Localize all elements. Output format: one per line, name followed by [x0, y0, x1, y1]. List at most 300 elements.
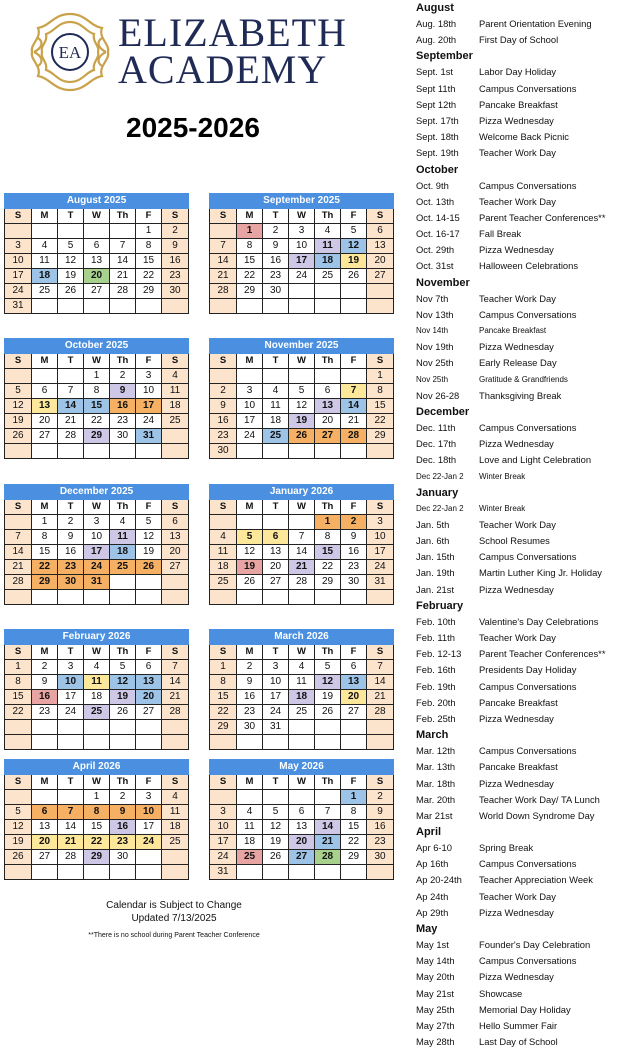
day-cell: 5: [263, 805, 289, 820]
day-cell: [32, 299, 58, 314]
day-cell: 3: [84, 515, 110, 530]
day-cell: 23: [237, 705, 263, 720]
weekday-header: S: [5, 645, 32, 660]
day-cell: [237, 299, 263, 314]
event-date: Oct. 29th: [416, 244, 455, 256]
day-cell: 24: [237, 429, 263, 444]
event-month-heading: May: [416, 923, 438, 935]
day-cell: 31: [263, 720, 289, 735]
event-date: Sept. 1st: [416, 66, 454, 78]
day-cell: 23: [263, 269, 289, 284]
day-cell: 2: [110, 369, 136, 384]
event-row: [416, 210, 620, 226]
day-cell: [289, 444, 315, 459]
event-name: Pizza Wednesday: [479, 971, 554, 983]
day-cell: [58, 299, 84, 314]
event-date: Feb. 12-13: [416, 648, 462, 660]
day-cell: 7: [162, 660, 189, 675]
day-cell: 26: [341, 269, 367, 284]
day-cell: 19: [5, 835, 32, 850]
day-cell: 8: [136, 239, 162, 254]
day-cell: 21: [315, 835, 341, 850]
day-cell: [136, 444, 162, 459]
day-cell: 27: [32, 429, 58, 444]
day-cell: 28: [289, 575, 315, 590]
day-cell: 15: [136, 254, 162, 269]
event-row: [416, 533, 620, 549]
day-cell: 20: [32, 835, 58, 850]
day-cell: 17: [136, 820, 162, 835]
day-cell: 3: [136, 790, 162, 805]
event-name: Founder's Day Celebration: [479, 939, 591, 950]
day-cell: 19: [5, 414, 32, 429]
day-cell: [315, 369, 341, 384]
day-cell: 28: [341, 429, 367, 444]
event-name: Winter Break: [479, 471, 526, 481]
day-cell: [162, 720, 189, 735]
event-date: Jan. 5th: [416, 518, 450, 530]
day-cell: 19: [136, 545, 162, 560]
day-cell: 13: [263, 545, 289, 560]
day-cell: 13: [32, 820, 58, 835]
weekday-header: S: [367, 354, 394, 369]
day-cell: 28: [367, 705, 394, 720]
event-date: Sept 12th: [416, 98, 457, 110]
day-cell: 20: [162, 545, 189, 560]
event-date: Mar 21st: [416, 809, 453, 821]
day-cell: 20: [289, 835, 315, 850]
day-cell: 30: [263, 284, 289, 299]
day-cell: 5: [5, 384, 32, 399]
day-cell: 1: [32, 515, 58, 530]
weekday-header: S: [210, 354, 237, 369]
day-cell: 3: [237, 384, 263, 399]
weekday-header: T: [58, 645, 84, 660]
day-cell: 23: [32, 705, 58, 720]
day-cell: 12: [58, 254, 84, 269]
month-calendar: [4, 759, 189, 880]
day-cell: 29: [32, 575, 58, 590]
event-date: Feb. 25th: [416, 712, 456, 724]
day-cell: 6: [289, 805, 315, 820]
day-cell: 12: [315, 675, 341, 690]
day-cell: 11: [84, 675, 110, 690]
weekday-header: W: [289, 645, 315, 660]
day-cell: [110, 575, 136, 590]
day-cell: 8: [32, 530, 58, 545]
day-cell: 26: [263, 850, 289, 865]
weekday-header: W: [84, 500, 110, 515]
event-row: [416, 953, 620, 969]
weekday-header: W: [84, 775, 110, 790]
day-cell: [210, 224, 237, 239]
day-cell: 16: [58, 545, 84, 560]
day-cell: 23: [341, 560, 367, 575]
day-cell: 28: [58, 429, 84, 444]
day-cell: 1: [136, 224, 162, 239]
day-cell: 31: [5, 299, 32, 314]
day-cell: 5: [58, 239, 84, 254]
day-cell: 1: [210, 660, 237, 675]
day-cell: 25: [210, 575, 237, 590]
day-cell: 25: [32, 284, 58, 299]
event-row: [416, 339, 620, 355]
day-cell: 30: [367, 850, 394, 865]
day-cell: 21: [5, 560, 32, 575]
day-cell: 16: [210, 414, 237, 429]
weekday-header: Th: [315, 209, 341, 224]
day-cell: 30: [162, 284, 189, 299]
day-cell: [5, 720, 32, 735]
day-cell: 29: [237, 284, 263, 299]
day-cell: 23: [367, 835, 394, 850]
weekday-header: Th: [110, 209, 136, 224]
day-cell: [110, 735, 136, 750]
day-cell: 19: [58, 269, 84, 284]
day-cell: 26: [58, 284, 84, 299]
day-cell: [84, 865, 110, 880]
day-cell: 9: [110, 805, 136, 820]
event-row: [416, 711, 620, 727]
event-month-heading: December: [416, 405, 470, 418]
event-name: Pizza Wednesday: [479, 906, 554, 918]
event-date: Dec. 17th: [416, 438, 457, 450]
day-cell: [237, 590, 263, 605]
day-cell: 29: [84, 850, 110, 865]
day-cell: 11: [210, 545, 237, 560]
day-cell: 21: [58, 835, 84, 850]
event-name: Pancake Breakfast: [479, 696, 558, 708]
day-cell: [162, 735, 189, 750]
event-row: [416, 452, 620, 468]
day-cell: 26: [315, 705, 341, 720]
day-cell: 14: [162, 675, 189, 690]
weekday-header: Th: [110, 775, 136, 790]
event-month-heading: February: [416, 599, 464, 612]
event-row: [416, 436, 620, 452]
event-row: [416, 16, 620, 32]
day-cell: 16: [237, 690, 263, 705]
day-cell: 23: [110, 414, 136, 429]
weekday-header: W: [84, 209, 110, 224]
day-cell: 14: [58, 399, 84, 414]
day-cell: 6: [84, 239, 110, 254]
event-name: Early Release Day: [479, 357, 557, 369]
day-cell: 30: [210, 444, 237, 459]
event-row: [416, 695, 620, 711]
event-date: Oct. 31st: [416, 260, 454, 272]
event-date: Nov 25th: [416, 374, 449, 384]
day-cell: 14: [367, 675, 394, 690]
event-name: Teacher Work Day/ TA Lunch: [479, 793, 600, 805]
event-row: [416, 889, 620, 905]
event-row: [416, 97, 620, 113]
day-cell: 4: [162, 369, 189, 384]
day-cell: 1: [84, 790, 110, 805]
day-cell: 6: [341, 660, 367, 675]
event-name: Teacher Work Day: [479, 147, 556, 159]
day-cell: 2: [210, 384, 237, 399]
day-cell: [341, 720, 367, 735]
day-cell: 8: [84, 805, 110, 820]
event-row: [416, 242, 620, 258]
event-name: Campus Conversations: [479, 179, 577, 191]
day-cell: [162, 429, 189, 444]
day-cell: [162, 444, 189, 459]
day-cell: [315, 790, 341, 805]
event-name: Showcase: [479, 987, 523, 999]
day-cell: [263, 790, 289, 805]
day-cell: 14: [58, 820, 84, 835]
day-cell: 26: [110, 705, 136, 720]
event-name: Fall Break: [479, 228, 522, 240]
event-row: [416, 226, 620, 242]
event-name: School Resumes: [479, 535, 550, 547]
month-calendar: [4, 338, 189, 459]
event-row: [416, 872, 620, 888]
weekday-header: S: [210, 775, 237, 790]
day-cell: 15: [315, 545, 341, 560]
day-cell: 21: [341, 414, 367, 429]
event-date: Feb. 19th: [416, 680, 456, 692]
event-name: Presidents Day Holiday: [479, 664, 577, 676]
day-cell: 30: [341, 575, 367, 590]
event-date: Feb. 20th: [416, 696, 456, 708]
day-cell: [237, 515, 263, 530]
event-row: [416, 743, 620, 759]
event-row: [416, 549, 620, 565]
event-date: Nov 7th: [416, 292, 449, 304]
weekday-header: F: [136, 500, 162, 515]
event-name: Campus Conversations: [479, 308, 577, 320]
day-cell: 18: [162, 820, 189, 835]
event-month-heading: November: [416, 276, 470, 289]
day-cell: [162, 865, 189, 880]
day-cell: 17: [84, 545, 110, 560]
day-cell: [110, 299, 136, 314]
event-name: Pizza Wednesday: [479, 777, 554, 789]
month-title: October 2025: [5, 339, 189, 354]
day-cell: 17: [237, 414, 263, 429]
weekday-header: S: [162, 209, 189, 224]
day-cell: 15: [237, 254, 263, 269]
day-cell: 31: [210, 865, 237, 880]
day-cell: 21: [110, 269, 136, 284]
day-cell: 20: [341, 690, 367, 705]
day-cell: 22: [237, 269, 263, 284]
month-calendar: [209, 193, 394, 314]
day-cell: 9: [58, 530, 84, 545]
day-cell: 29: [315, 575, 341, 590]
day-cell: 2: [32, 660, 58, 675]
day-cell: 4: [84, 660, 110, 675]
event-name: Memorial Day Holiday: [479, 1003, 571, 1015]
day-cell: 29: [367, 429, 394, 444]
day-cell: 18: [263, 414, 289, 429]
event-date: Jan. 19th: [416, 567, 455, 579]
day-cell: 27: [162, 560, 189, 575]
day-cell: 1: [341, 790, 367, 805]
day-cell: [367, 444, 394, 459]
day-cell: [32, 735, 58, 750]
day-cell: 27: [289, 850, 315, 865]
day-cell: [5, 865, 32, 880]
day-cell: 14: [315, 820, 341, 835]
event-name: Martin Luther King Jr. Holiday: [479, 567, 602, 579]
day-cell: [289, 369, 315, 384]
day-cell: 14: [210, 254, 237, 269]
day-cell: [341, 590, 367, 605]
day-cell: 25: [162, 414, 189, 429]
event-row: [416, 145, 620, 161]
day-cell: [237, 790, 263, 805]
day-cell: 4: [263, 384, 289, 399]
month-calendar: [4, 629, 189, 750]
day-cell: 4: [110, 515, 136, 530]
month-title: January 2026: [210, 485, 394, 500]
event-name: Pizza Wednesday: [479, 712, 554, 724]
day-cell: 22: [136, 269, 162, 284]
day-cell: [210, 299, 237, 314]
weekday-header: M: [32, 209, 58, 224]
day-cell: [210, 790, 237, 805]
event-name: Campus Conversations: [479, 955, 577, 967]
event-row: [416, 469, 620, 485]
day-cell: 3: [5, 239, 32, 254]
event-name: Teacher Work Day: [479, 632, 556, 643]
day-cell: 26: [5, 850, 32, 865]
event-row: [416, 372, 620, 388]
day-cell: [315, 720, 341, 735]
day-cell: 19: [237, 560, 263, 575]
day-cell: 9: [237, 675, 263, 690]
day-cell: 9: [32, 675, 58, 690]
day-cell: 27: [367, 269, 394, 284]
day-cell: [341, 299, 367, 314]
day-cell: 9: [263, 239, 289, 254]
day-cell: [58, 369, 84, 384]
weekday-header: S: [162, 775, 189, 790]
event-row: [416, 630, 620, 646]
event-date: Sept. 17th: [416, 114, 459, 126]
event-row: [416, 501, 620, 517]
event-name: Gratitude & Grandfriends: [479, 374, 568, 384]
event-month-heading: March: [416, 729, 449, 742]
event-row: [416, 388, 620, 404]
day-cell: [110, 590, 136, 605]
day-cell: [263, 299, 289, 314]
events-list: [416, 0, 620, 1050]
day-cell: [237, 444, 263, 459]
day-cell: 27: [341, 705, 367, 720]
weekday-header: F: [341, 354, 367, 369]
day-cell: [32, 369, 58, 384]
day-cell: 15: [84, 399, 110, 414]
event-name: Hello Summer Fair: [479, 1019, 558, 1031]
day-cell: [162, 299, 189, 314]
day-cell: 14: [110, 254, 136, 269]
weekday-header: S: [5, 209, 32, 224]
day-cell: 7: [58, 384, 84, 399]
event-date: Sept. 18th: [416, 131, 459, 143]
event-date: Mar. 12th: [416, 745, 456, 757]
weekday-header: S: [367, 500, 394, 515]
day-cell: 16: [367, 820, 394, 835]
day-cell: 15: [84, 820, 110, 835]
weekday-header: S: [162, 500, 189, 515]
day-cell: 21: [162, 690, 189, 705]
day-cell: [315, 590, 341, 605]
day-cell: [32, 444, 58, 459]
day-cell: [5, 369, 32, 384]
day-cell: 28: [58, 850, 84, 865]
day-cell: 2: [263, 224, 289, 239]
event-date: Nov 26-28: [416, 389, 460, 401]
day-cell: 2: [367, 790, 394, 805]
event-name: Teacher Work Day: [479, 890, 556, 902]
day-cell: 30: [58, 575, 84, 590]
day-cell: [110, 865, 136, 880]
day-cell: 7: [367, 660, 394, 675]
day-cell: 20: [32, 414, 58, 429]
day-cell: 18: [237, 835, 263, 850]
day-cell: 3: [210, 805, 237, 820]
day-cell: 11: [237, 820, 263, 835]
day-cell: 17: [136, 399, 162, 414]
day-cell: [289, 515, 315, 530]
day-cell: [367, 865, 394, 880]
school-name-line1: ELIZABETH: [118, 10, 347, 55]
event-date: Feb. 10th: [416, 615, 456, 627]
day-cell: [84, 224, 110, 239]
day-cell: [136, 850, 162, 865]
day-cell: 9: [110, 384, 136, 399]
day-cell: [367, 284, 394, 299]
event-date: Aug. 20th: [416, 34, 457, 46]
day-cell: 12: [5, 399, 32, 414]
event-date: Feb. 11th: [416, 632, 455, 643]
day-cell: [210, 515, 237, 530]
event-date: Dec. 11th: [416, 421, 456, 433]
event-row: [416, 113, 620, 129]
day-cell: 23: [210, 429, 237, 444]
event-row: [416, 64, 620, 80]
month-title: March 2026: [210, 630, 394, 645]
day-cell: 25: [315, 269, 341, 284]
day-cell: [32, 865, 58, 880]
weekday-header: T: [263, 209, 289, 224]
day-cell: 21: [367, 690, 394, 705]
weekday-header: M: [32, 775, 58, 790]
updated-date-note: Updated 7/13/2025: [131, 913, 217, 924]
event-row: [416, 194, 620, 210]
event-row: [416, 905, 620, 921]
day-cell: 10: [5, 254, 32, 269]
month-calendar: [209, 629, 394, 750]
day-cell: [32, 590, 58, 605]
event-row: [416, 1018, 620, 1034]
day-cell: 31: [136, 429, 162, 444]
event-date: Oct. 16-17: [416, 228, 460, 240]
event-date: Nov 13th: [416, 308, 454, 320]
day-cell: [341, 735, 367, 750]
event-row: [416, 808, 620, 824]
day-cell: 15: [210, 690, 237, 705]
event-date: Ap 20-24th: [416, 874, 462, 886]
month-title: December 2025: [5, 485, 189, 500]
day-cell: 10: [289, 239, 315, 254]
day-cell: [5, 735, 32, 750]
